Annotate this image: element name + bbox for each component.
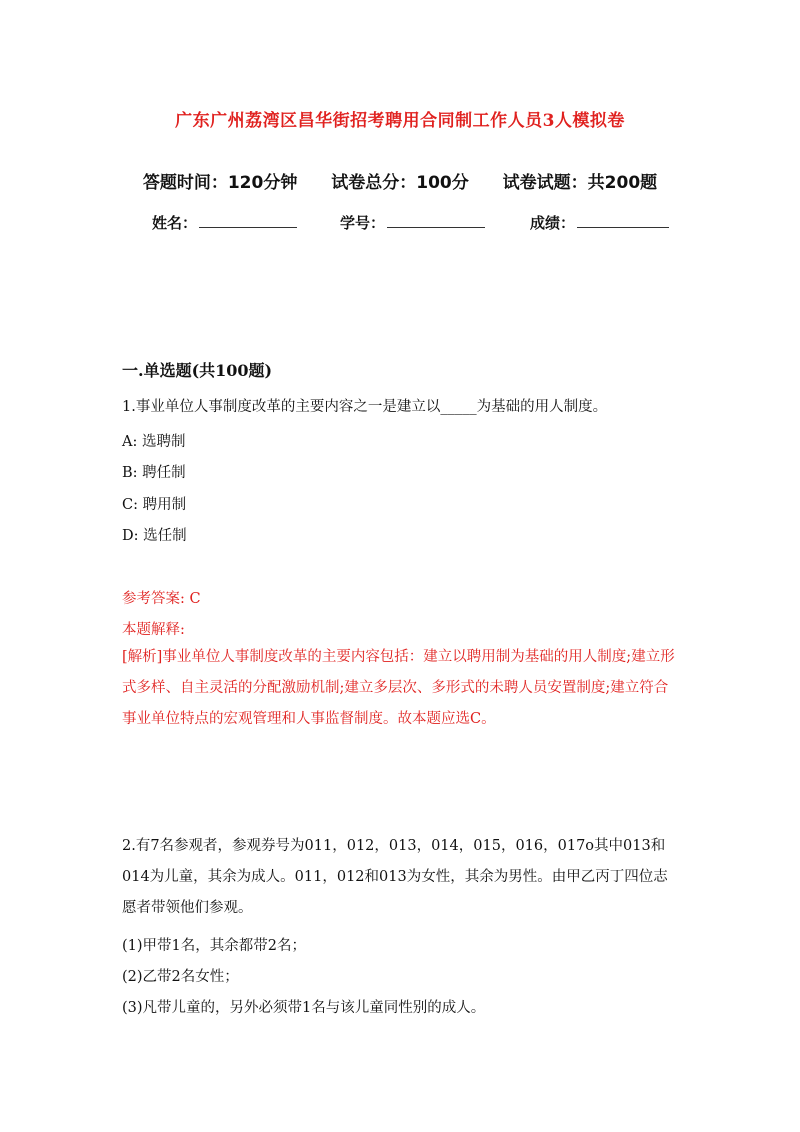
question-1-option-d: D: 选任制: [122, 528, 187, 544]
name-blank[interactable]: [199, 213, 297, 228]
question-1-option-b: B: 聘任制: [122, 465, 186, 481]
question-2-condition-1: (1)甲带1名，其余都带2名；: [122, 938, 306, 954]
question-2-stem: 2.有7名参观者，参观券号为011，012，013，014，015，016，017o其中013和014为儿童，其余为成人。011，012和013为女性，其余为男性。由甲乙丙丁四位志愿者带领他们参观。: [122, 838, 668, 916]
question-1-option-c: C: 聘用制: [122, 497, 187, 513]
exam-question-count: 试卷试题：共200题: [502, 173, 658, 193]
question-1-answer: 参考答案: C: [122, 591, 201, 607]
question-1-stem: 1.事业单位人事制度改革的主要内容之一是建立以_____为基础的用人制度。: [122, 399, 608, 415]
exam-total-score: 试卷总分：100分: [331, 173, 469, 193]
exam-meta: [0, 168, 800, 193]
number-blank[interactable]: [387, 213, 485, 228]
question-1-analysis: [解析]事业单位人事制度改革的主要内容包括：建立以聘用制为基础的用人制度;建立形式多样、自主灵活的分配激励机制;建立多层次、多形式的未聘人员安置制度;建立符合事业单位特点的宏观管理和人事监督制度。故本题应选C。: [122, 649, 675, 727]
exam-time: 答题时间：120分钟: [142, 173, 298, 193]
name-field: [152, 212, 297, 233]
question-1-option-a: A: 选聘制: [122, 434, 186, 450]
number-label: 学号：: [340, 214, 386, 232]
grade-label: 成绩：: [530, 214, 576, 232]
question-2-condition-3: (3)凡带儿童的，另外必须带1名与该儿童同性别的成人。: [122, 1000, 486, 1016]
exam-title: 广东广州荔湾区昌华街招考聘用合同制工作人员3人模拟卷: [175, 111, 625, 131]
grade-blank[interactable]: [577, 213, 669, 228]
number-field: [340, 212, 485, 233]
section-heading: 一.单选题(共100题): [122, 361, 273, 380]
name-label: 姓名：: [152, 214, 198, 232]
question-1-explain-label: 本题解释:: [122, 622, 185, 638]
grade-field: [530, 212, 669, 233]
question-2-condition-2: (2)乙带2名女性；: [122, 969, 239, 985]
